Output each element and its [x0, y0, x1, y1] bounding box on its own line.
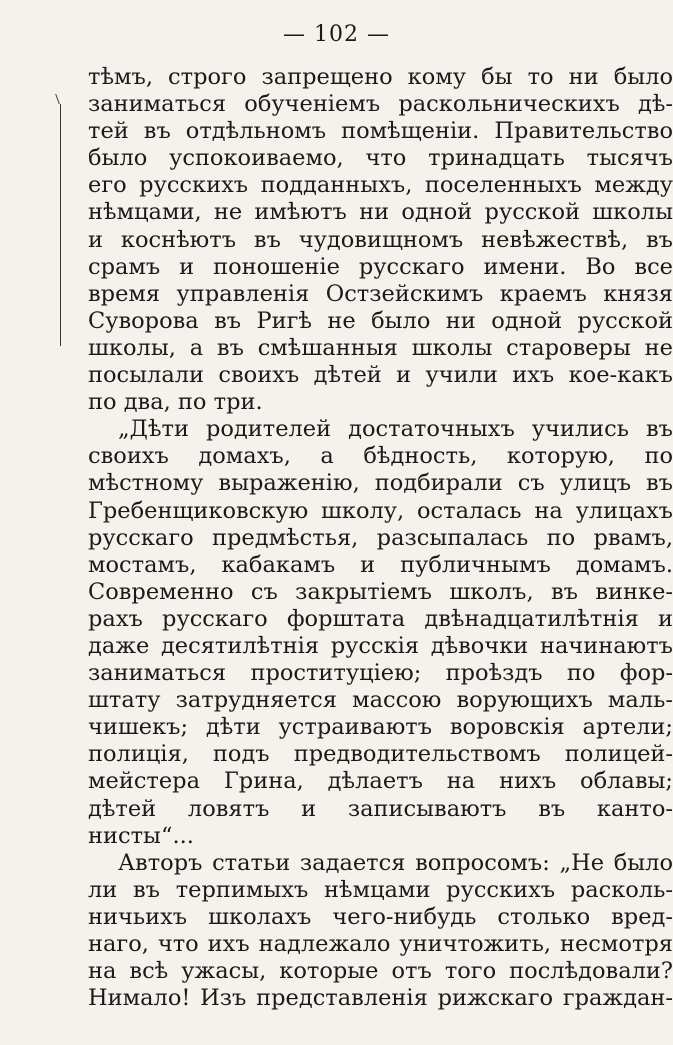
text-line: штату затрудняется массою ворующихъ маль- [88, 687, 673, 714]
text-line: посылали своихъ дѣтей и учили ихъ кое-какъ [88, 362, 673, 389]
text-line: время управленія Остзейскимъ краемъ князя [88, 280, 673, 307]
text-line: русскаго предмѣстья, разсыпалась по рвамъ, [88, 524, 673, 551]
text-line: было успокоиваемо, что тринадцать тысячъ [88, 145, 673, 172]
text-line: полиція, подъ предводительствомъ полицей- [88, 741, 673, 768]
text-line: срамъ и поношеніе русскаго имени. Во все [88, 253, 673, 280]
text-line: и коснѣютъ въ чудовищномъ невѣжествѣ, въ [88, 226, 673, 253]
text-line: школы, а въ смѣшанныя школы староверы не [88, 334, 673, 361]
text-line: тей въ отдѣльномъ помѣщеніи. Правительство [88, 118, 673, 145]
text-line: чишекъ; дѣти устраиваютъ воровскія артели; [88, 714, 673, 741]
text-line: наго, что ихъ надлежало уничтожить, несмотря [88, 931, 673, 957]
text-line: ничьихъ школахъ чего-нибудь столько вред- [88, 903, 673, 930]
body-text [88, 64, 673, 1012]
text-line: даже десятилѣтнія русскія дѣвочки начинаютъ [88, 632, 673, 659]
margin-pencil-mark [60, 104, 75, 346]
text-line: своихъ домахъ, а бѣдность, которую, по [88, 443, 673, 470]
text-line: Гребенщиковскую школу, осталась на улицахъ [88, 497, 673, 524]
text-line: заниматься проституціею; проѣздъ по фор- [88, 660, 673, 687]
text-line: на всѣ ужасы, которые отъ того послѣдовали? [88, 958, 673, 985]
text-line: его русскихъ подданныхъ, поселенныхъ между [88, 172, 673, 199]
text-line: дѣтей ловятъ и записываютъ въ канто- [88, 795, 673, 822]
text-line: по два, по три. [88, 389, 263, 416]
text-line: рахъ русскаго форштата двѣнадцатилѣтнія и [88, 605, 673, 632]
text-line: Суворова въ Ригѣ не было ни одной русской [88, 307, 673, 334]
text-line: нисты“... [88, 822, 194, 849]
page-number: — 102 — [283, 22, 390, 47]
text-line: „Дѣти родителей достаточныхъ учились въ [118, 416, 673, 443]
text-line: Авторъ статьи задается вопросомъ: „Не было [118, 849, 673, 876]
text-line: заниматься обученіемъ раскольническихъ дѣ- [88, 91, 673, 118]
text-line: мостамъ, кабакамъ и публичнымъ домамъ. [88, 551, 673, 578]
text-line: тѣмъ, строго запрещено кому бы то ни было [88, 64, 673, 90]
text-line: ли въ терпимыхъ нѣмцами русскихъ расколь- [88, 876, 673, 903]
text-line: нѣмцами, не имѣютъ ни одной русской школы [88, 199, 673, 226]
text-line: Нимало! Изъ представленія рижскаго граждан- [88, 985, 673, 1012]
text-line: мейстера Грина, дѣлаетъ на нихъ облавы; [88, 768, 673, 795]
text-line: Современно съ закрытіемъ школъ, въ винке- [88, 578, 673, 605]
text-line: мѣстному выраженію, подбирали съ улицъ въ [88, 470, 673, 497]
